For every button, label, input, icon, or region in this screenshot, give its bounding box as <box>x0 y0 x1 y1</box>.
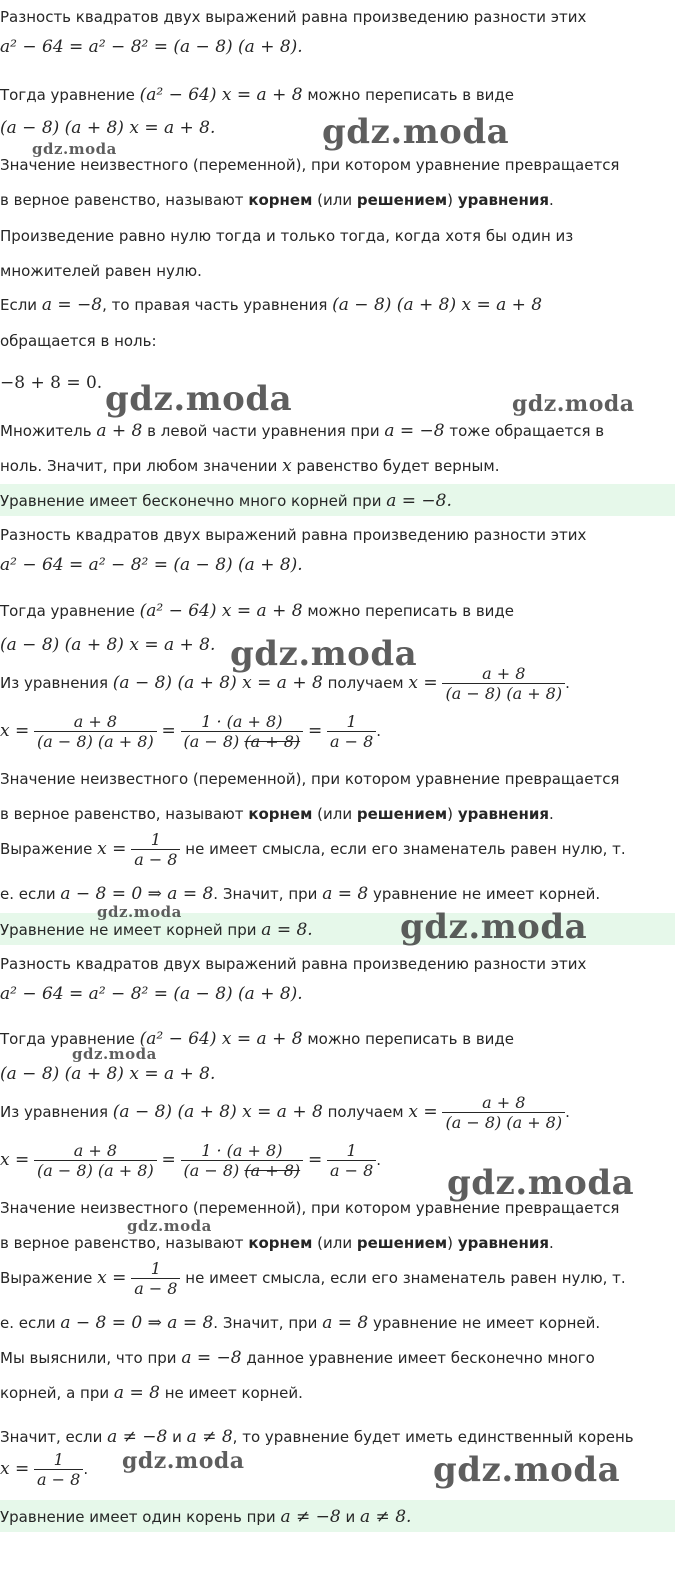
text: Тогда уравнение <box>0 602 135 620</box>
formula: x = <box>0 1150 30 1170</box>
formula: x = <box>97 839 127 859</box>
fraction <box>442 664 565 703</box>
text: данное уравнение имеет бесконечно много <box>246 1349 595 1367</box>
term-root: корнем <box>248 191 313 209</box>
answer-text <box>0 920 313 940</box>
text: ) <box>447 1234 454 1252</box>
paragraph-product-zero: Произведение равно нулю тогда и только тогда, когда хотя бы один из <box>0 227 574 245</box>
denominator: a − 8 <box>327 1160 376 1180</box>
text: Тогда уравнение <box>0 1030 135 1048</box>
denominator: (a − 8) (a + 8) <box>442 683 565 703</box>
denominator <box>181 731 304 751</box>
formula: (a − 8) (a + 8) x = a + 8 <box>112 673 323 693</box>
formula: a = −8 <box>384 421 445 441</box>
watermark-logo: gdz.moda <box>230 634 418 674</box>
text: Значит, если <box>0 1428 103 1446</box>
formula: (a − 8) (a + 8) x = a + 8 <box>332 295 543 315</box>
formula: (a² − 64) x = a + 8 <box>139 1029 303 1049</box>
formula: (a² − 64) x = a + 8 <box>139 601 303 621</box>
term-equation: уравнения <box>457 1234 549 1252</box>
numerator: 1 <box>346 712 357 731</box>
text: (или <box>317 191 353 209</box>
fraction <box>131 1259 180 1298</box>
paragraph-rewrite <box>0 601 514 621</box>
paragraph-diff-squares: Разность квадратов двух выражений равна произведению разности этих <box>0 526 587 544</box>
formula-simplify <box>0 712 381 751</box>
text: . Значит, при <box>213 885 318 903</box>
text: можно переписать в виде <box>307 86 515 104</box>
formula-simplify <box>0 1141 381 1180</box>
text: можно переписать в виде <box>307 1030 515 1048</box>
text: . <box>376 1151 382 1169</box>
formula-diff-squares: a² − 64 = a² − 8² = (a − 8) (a + 8). <box>0 555 303 575</box>
text: Выражение <box>0 840 93 858</box>
text: Уравнение имеет бесконечно много корней при <box>0 492 382 510</box>
text: Если <box>0 296 38 314</box>
text: . <box>548 191 554 209</box>
term-solution: решением <box>356 1234 448 1252</box>
paragraph-case-minus8 <box>0 295 542 315</box>
text: в левой части уравнения при <box>147 422 380 440</box>
text: Множитель <box>0 422 92 440</box>
paragraph-solve-x <box>0 1093 570 1132</box>
paragraph-summary-2 <box>0 1383 303 1403</box>
text: . Значит, при <box>213 1314 318 1332</box>
formula: a ≠ 8. <box>360 1507 412 1527</box>
numerator: 1 <box>53 1450 64 1469</box>
text: не имеет корней. <box>164 1384 303 1402</box>
equals: = <box>161 1150 176 1170</box>
paragraph-root-def-2 <box>0 1234 554 1252</box>
text: можно переписать в виде <box>307 602 515 620</box>
text: Мы выяснили, что при <box>0 1349 177 1367</box>
paragraph-root-def: Значение неизвестного (переменной), при котором уравнение превращается <box>0 770 620 788</box>
formula-diff-squares: a² − 64 = a² − 8² = (a − 8) (a + 8). <box>0 37 303 57</box>
watermark-logo: gdz.moda <box>400 907 588 947</box>
formula: x = <box>97 1268 127 1288</box>
factor: (a − 8) <box>183 1161 240 1180</box>
formula-sum-zero: −8 + 8 = 0. <box>0 373 103 393</box>
paragraph-becomes-zero: обращается в ноль: <box>0 332 157 350</box>
term-root: корнем <box>248 1234 313 1252</box>
text: Тогда уравнение <box>0 86 135 104</box>
formula: a + 8 <box>96 421 143 441</box>
numerator: a + 8 <box>482 664 526 683</box>
text: уравнение не имеет корней. <box>373 885 601 903</box>
fraction <box>131 830 180 869</box>
formula: a = 8 <box>322 884 369 904</box>
formula-factored: (a − 8) (a + 8) x = a + 8. <box>0 635 216 655</box>
watermark-logo: gdz.moda <box>32 140 117 158</box>
formula-factored: (a − 8) (a + 8) x = a + 8. <box>0 1064 216 1084</box>
text: . <box>83 1460 89 1478</box>
fraction <box>442 1093 565 1132</box>
text: Уравнение имеет один корень при <box>0 1508 276 1526</box>
paragraph-factor <box>0 421 604 441</box>
text: (или <box>317 805 353 823</box>
formula: a ≠ −8 <box>280 1507 341 1527</box>
text: в верное равенство, называют <box>0 191 244 209</box>
text: и <box>172 1428 182 1446</box>
text: . <box>376 722 382 740</box>
fraction-result <box>327 1141 376 1180</box>
formula: a = −8 <box>41 295 103 315</box>
numerator: 1 · (a + 8) <box>201 712 283 731</box>
numerator: a + 8 <box>482 1093 526 1112</box>
text: равенство будет верным. <box>296 457 500 475</box>
text: и <box>345 1508 356 1526</box>
text: (или <box>317 1234 353 1252</box>
watermark-logo: gdz.moda <box>512 391 635 417</box>
watermark-logo: gdz.moda <box>122 1448 245 1474</box>
paragraph-undefined <box>0 1259 626 1298</box>
equals: = <box>161 721 176 741</box>
text: не имеет смысла, если его знаменатель равен нулю, т. <box>185 1269 626 1287</box>
denominator: a − 8 <box>131 849 180 869</box>
fraction <box>34 1141 157 1180</box>
paragraph-undefined <box>0 830 626 869</box>
text: не имеет смысла, если его знаменатель равен нулю, т. <box>185 840 626 858</box>
formula: a − 8 = 0 ⇒ a = 8 <box>60 884 214 904</box>
term-solution: решением <box>356 805 448 823</box>
text: получаем <box>327 1103 404 1121</box>
text: ноль. Значит, при любом значении <box>0 457 278 475</box>
paragraph-root-def-2 <box>0 805 554 823</box>
text: . <box>548 1234 554 1252</box>
denominator: a − 8 <box>34 1469 83 1489</box>
paragraph-no-roots <box>0 884 600 904</box>
paragraph-diff-squares: Разность квадратов двух выражений равна произведению разности этих <box>0 955 587 973</box>
denominator: a − 8 <box>131 1278 180 1298</box>
numerator: 1 <box>150 1259 161 1278</box>
formula: x = <box>408 673 438 693</box>
text: Выражение <box>0 1269 93 1287</box>
numerator: 1 · (a + 8) <box>201 1141 283 1160</box>
denominator: (a − 8) (a + 8) <box>442 1112 565 1132</box>
formula: a = 8 <box>322 1313 369 1333</box>
text: уравнение не имеет корней. <box>373 1314 601 1332</box>
formula: a − 8 = 0 ⇒ a = 8 <box>60 1313 214 1333</box>
factor-cancelled: (a + 8) <box>244 1161 301 1180</box>
watermark-logo: gdz.moda <box>105 379 293 419</box>
formula-factored: (a − 8) (a + 8) x = a + 8. <box>0 118 216 138</box>
numerator: a + 8 <box>73 712 117 731</box>
answer-box-infinite <box>0 484 675 516</box>
denominator: a − 8 <box>327 731 376 751</box>
text: тоже обращается в <box>449 422 605 440</box>
fraction-cancelled <box>181 1141 304 1180</box>
formula-diff-squares: a² − 64 = a² − 8² = (a − 8) (a + 8). <box>0 984 303 1004</box>
text: Из уравнения <box>0 674 109 692</box>
formula: a ≠ −8 <box>107 1427 168 1447</box>
equals: = <box>307 721 323 741</box>
answer-text <box>0 491 452 511</box>
denominator: (a − 8) (a + 8) <box>34 1160 157 1180</box>
text: . <box>565 674 570 692</box>
formula: a = 8. <box>261 920 313 940</box>
paragraph-no-roots <box>0 1313 600 1333</box>
formula: a = 8 <box>113 1383 160 1403</box>
numerator: a + 8 <box>73 1141 117 1160</box>
formula: (a − 8) (a + 8) x = a + 8 <box>112 1102 323 1122</box>
numerator: 1 <box>150 830 161 849</box>
formula: x = <box>0 1459 30 1479</box>
text: . <box>548 805 554 823</box>
formula-unique-root <box>0 1450 88 1489</box>
formula: (a² − 64) x = a + 8 <box>139 85 303 105</box>
paragraph-rewrite <box>0 85 514 105</box>
denominator <box>181 1160 304 1180</box>
text: в верное равенство, называют <box>0 1234 244 1252</box>
factor: (a − 8) <box>183 732 240 751</box>
fraction-result <box>327 712 376 751</box>
text: е. если <box>0 1314 56 1332</box>
text: в верное равенство, называют <box>0 805 244 823</box>
term-root: корнем <box>248 805 313 823</box>
fraction <box>34 1450 83 1489</box>
paragraph-root-def: Значение неизвестного (переменной), при котором уравнение превращается <box>0 1199 620 1217</box>
paragraph-diff-squares: Разность квадратов двух выражений равна произведению разности этих <box>0 8 587 26</box>
fraction-cancelled <box>181 712 304 751</box>
numerator: 1 <box>346 1141 357 1160</box>
paragraph-any-x <box>0 456 499 476</box>
text: ) <box>447 805 454 823</box>
formula: a = −8 <box>181 1348 242 1368</box>
text: е. если <box>0 885 56 903</box>
text: корней, а при <box>0 1384 110 1402</box>
paragraph-product-zero-2: множителей равен нулю. <box>0 262 202 280</box>
paragraph-summary <box>0 1348 595 1368</box>
text: Уравнение не имеет корней при <box>0 921 257 939</box>
factor-cancelled: (a + 8) <box>244 732 301 751</box>
text: , то уравнение будет иметь единственный корень <box>232 1428 634 1446</box>
paragraph-unique-root <box>0 1427 634 1447</box>
formula: a = −8. <box>386 491 452 511</box>
text: , то правая часть уравнения <box>102 296 328 314</box>
text: ) <box>447 191 454 209</box>
paragraph-root-def-2 <box>0 191 554 209</box>
paragraph-root-def: Значение неизвестного (переменной), при котором уравнение превращается <box>0 156 620 174</box>
term-solution: решением <box>356 191 448 209</box>
term-equation: уравнения <box>457 805 549 823</box>
watermark-logo: gdz.moda <box>97 903 182 921</box>
answer-text <box>0 1507 411 1527</box>
watermark-logo: gdz.moda <box>127 1217 212 1235</box>
formula: x = <box>408 1102 438 1122</box>
denominator: (a − 8) (a + 8) <box>34 731 157 751</box>
formula: a ≠ 8 <box>186 1427 233 1447</box>
watermark-logo: gdz.moda <box>72 1045 157 1063</box>
formula: x <box>282 456 292 476</box>
watermark-logo: gdz.moda <box>322 112 510 152</box>
text: получаем <box>327 674 404 692</box>
watermark-logo: gdz.moda <box>447 1163 635 1203</box>
fraction <box>34 712 157 751</box>
text: . <box>565 1103 570 1121</box>
equals: = <box>307 1150 323 1170</box>
answer-box-one-root <box>0 1500 675 1532</box>
formula: x = <box>0 721 30 741</box>
text: Из уравнения <box>0 1103 109 1121</box>
term-equation: уравнения <box>457 191 549 209</box>
watermark-logo: gdz.moda <box>433 1450 621 1490</box>
